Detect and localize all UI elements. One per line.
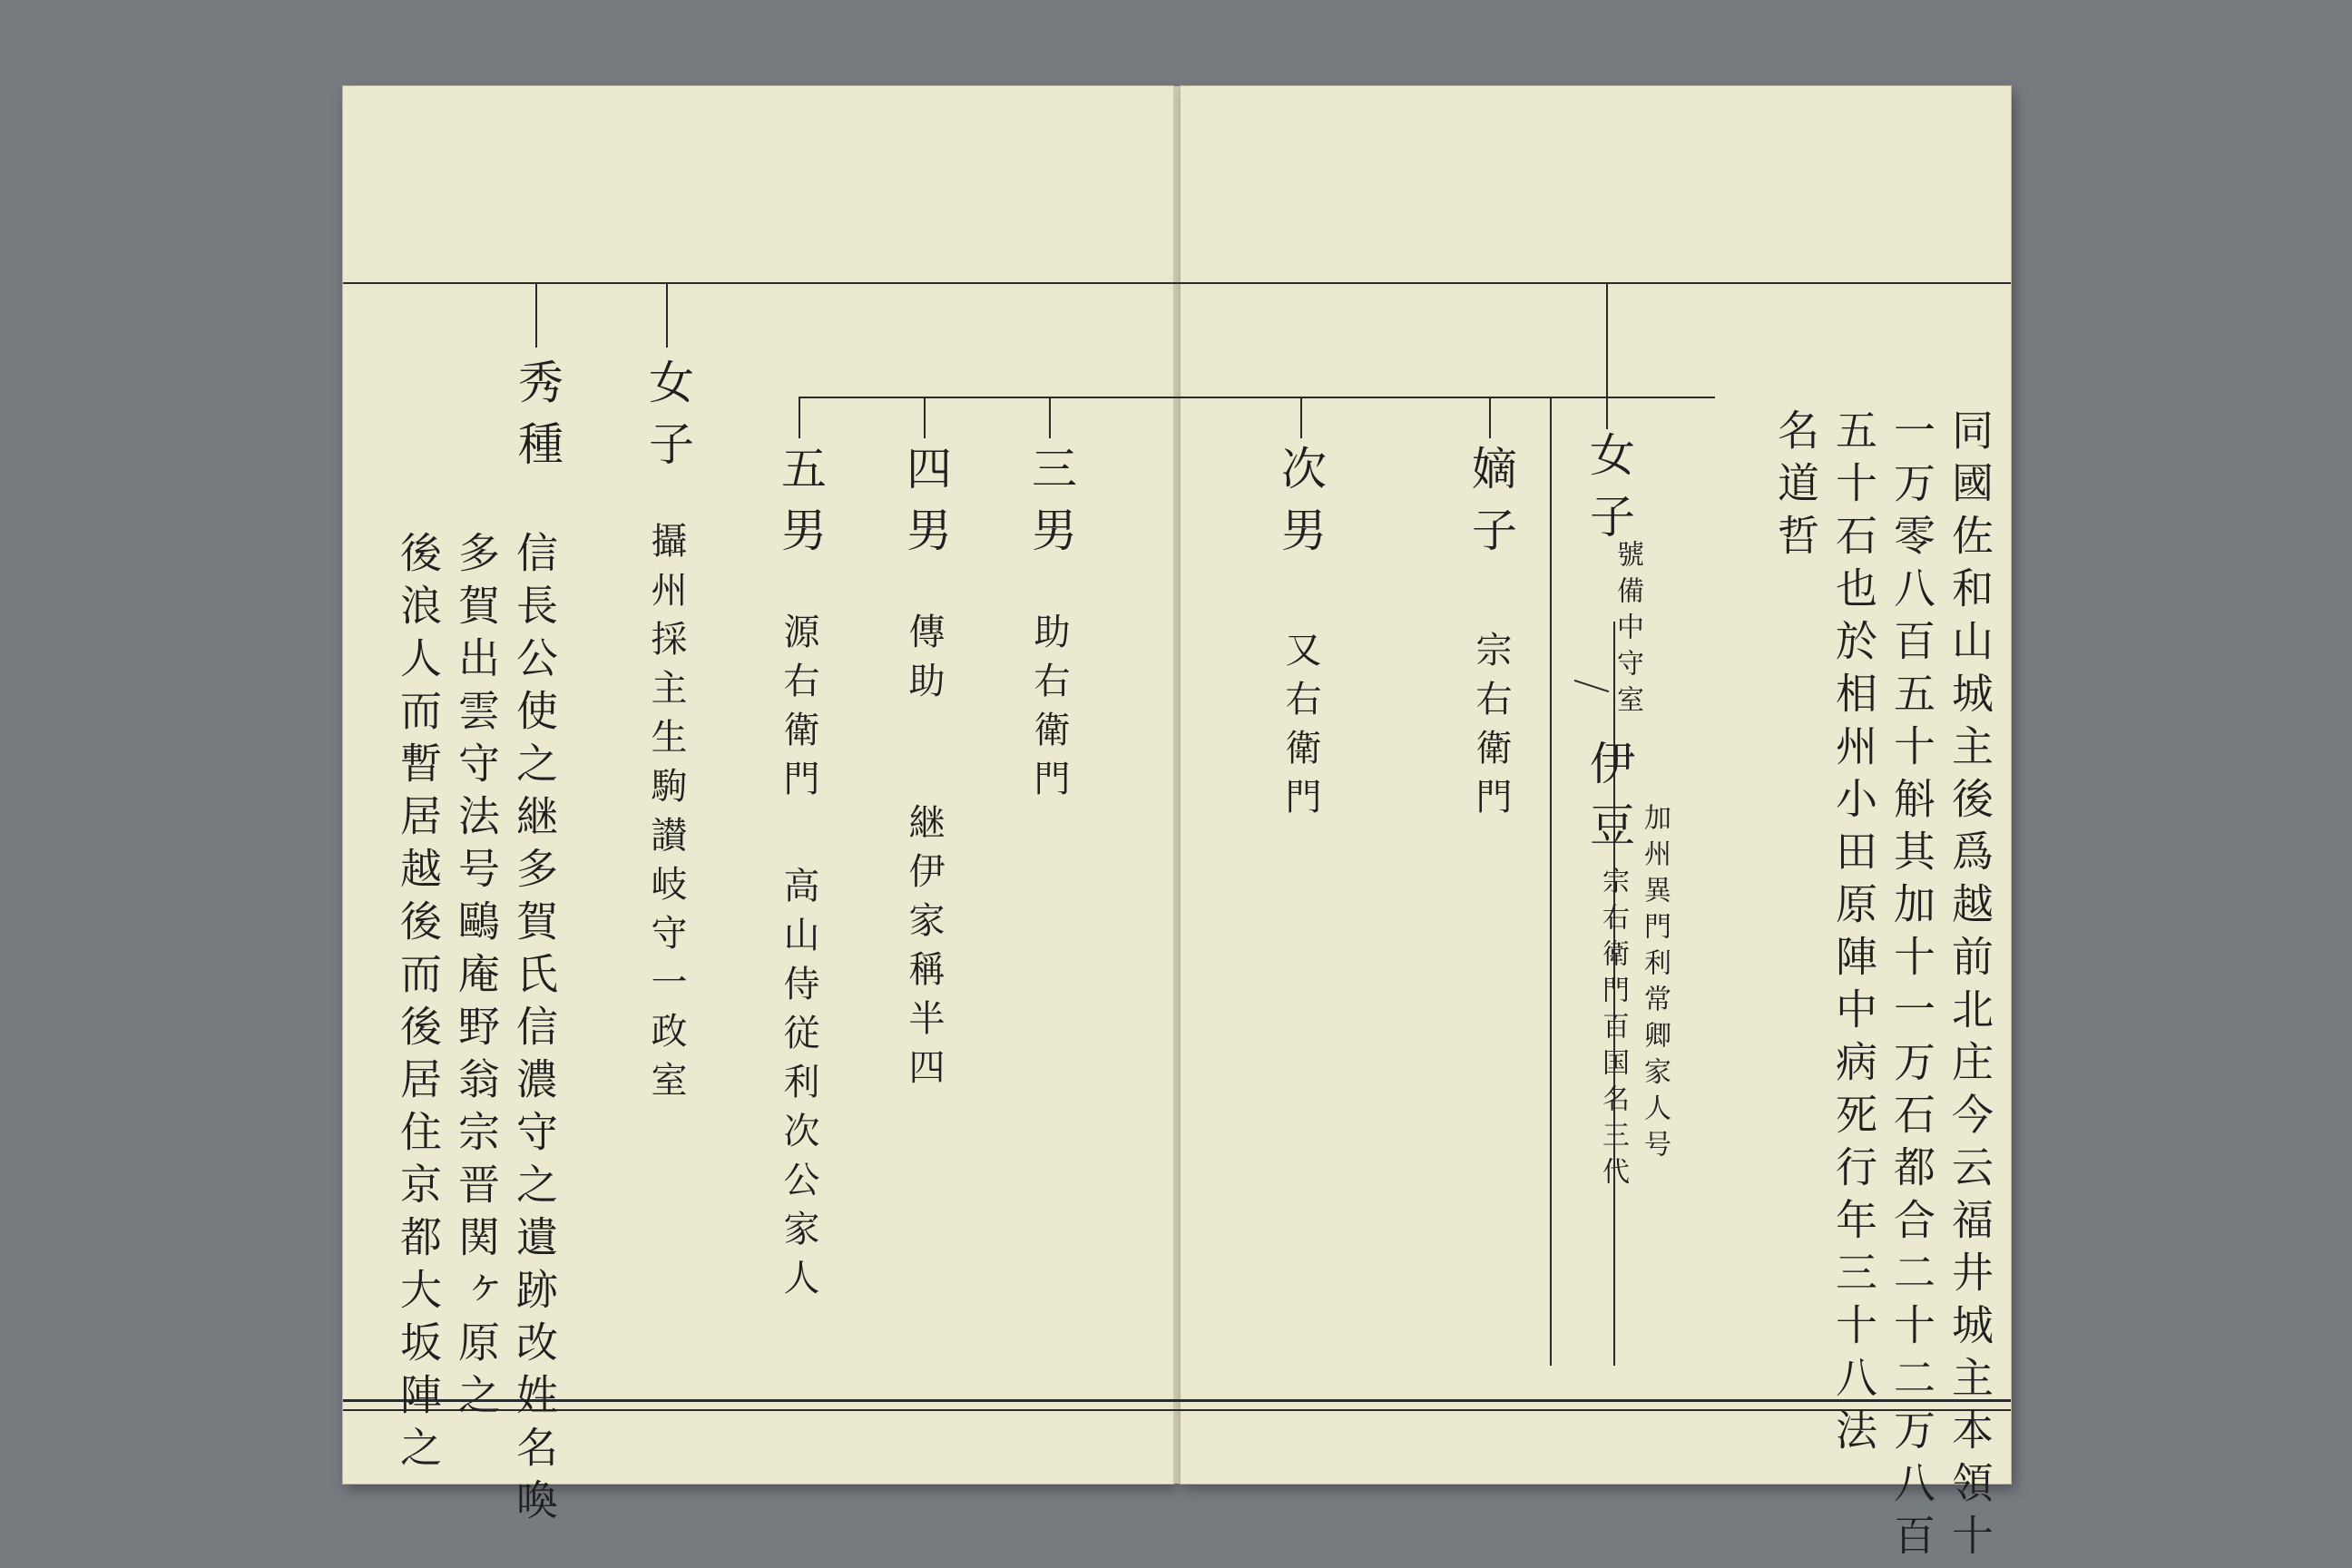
drop-line-daughter2 bbox=[666, 284, 668, 348]
daughter-top-note: 號備中守室 bbox=[1612, 540, 1643, 721]
drop-line-eldest bbox=[1489, 397, 1491, 438]
third-son-name: 三男 bbox=[1024, 445, 1077, 568]
eldest-son-note: 宗右衛門 bbox=[1470, 631, 1512, 827]
daughter-top-name: 女子 bbox=[1583, 431, 1635, 554]
top-frame-rule bbox=[343, 282, 2011, 284]
fourth-son-note-2: 継伊家稱半四 bbox=[903, 803, 945, 1097]
hidetane-body-3: 後浪人而暫居越後而後居住京都大坂陣之 bbox=[394, 531, 443, 1478]
izu-name: 伊豆 bbox=[1583, 740, 1635, 863]
bottom-frame-rule-outer bbox=[343, 1399, 2011, 1402]
drop-line-hidetane bbox=[535, 284, 537, 348]
intro-line-4: 名道哲 bbox=[1771, 408, 1820, 566]
hidetane-name: 秀種 bbox=[511, 358, 564, 482]
sons-branch-line bbox=[799, 397, 1715, 398]
daughter2-note: 攝州採主生駒讃岐守一政室 bbox=[645, 522, 687, 1110]
hidetane-body-2: 多賀出雲守法号鷗庵野翁宗晋関ヶ原之 bbox=[452, 531, 501, 1426]
drop-line-daughter-top bbox=[1606, 284, 1608, 429]
sons-branch-right-drop bbox=[1550, 397, 1552, 1366]
izu-note-2: 宗右衛門百国名三代 bbox=[1597, 867, 1629, 1193]
second-son-note: 又右衛門 bbox=[1279, 631, 1321, 827]
drop-line-fourth bbox=[924, 397, 926, 438]
intro-line-2: 一万零八百五十斛其加十一万石都合二十二万八百 bbox=[1887, 408, 1936, 1566]
intro-line-3: 五十石也於相州小田原陣中病死行年三十八法 bbox=[1829, 408, 1878, 1461]
third-son-note: 助右衛門 bbox=[1028, 612, 1070, 808]
fourth-son-note-1: 傳助 bbox=[903, 612, 945, 710]
drop-line-fifth bbox=[799, 397, 800, 438]
drop-line-third bbox=[1049, 397, 1051, 438]
drop-line-second bbox=[1300, 397, 1302, 438]
bottom-frame-rule-inner bbox=[343, 1409, 2011, 1411]
fourth-son-name: 四男 bbox=[899, 445, 952, 568]
eldest-son-name: 嫡子 bbox=[1465, 445, 1517, 568]
daughter2-name: 女子 bbox=[642, 358, 694, 482]
fifth-son-name: 五男 bbox=[774, 445, 827, 568]
hidetane-body-1: 信長公使之継多賀氏信濃守之遺跡改姓名喚 bbox=[510, 531, 559, 1531]
book-spread bbox=[343, 86, 2011, 1566]
second-son-name: 次男 bbox=[1274, 445, 1327, 568]
fifth-son-note-1: 源右衛門 bbox=[778, 612, 819, 808]
book-gutter bbox=[1173, 86, 1181, 1484]
intro-line-1: 同國佐和山城主後爲越前北庄今云福井城主本領十 bbox=[1945, 408, 1994, 1566]
fifth-son-note-2: 高山侍従利次公家人 bbox=[778, 867, 819, 1308]
izu-note-1: 加州異門利常卿家人号 bbox=[1639, 803, 1671, 1166]
